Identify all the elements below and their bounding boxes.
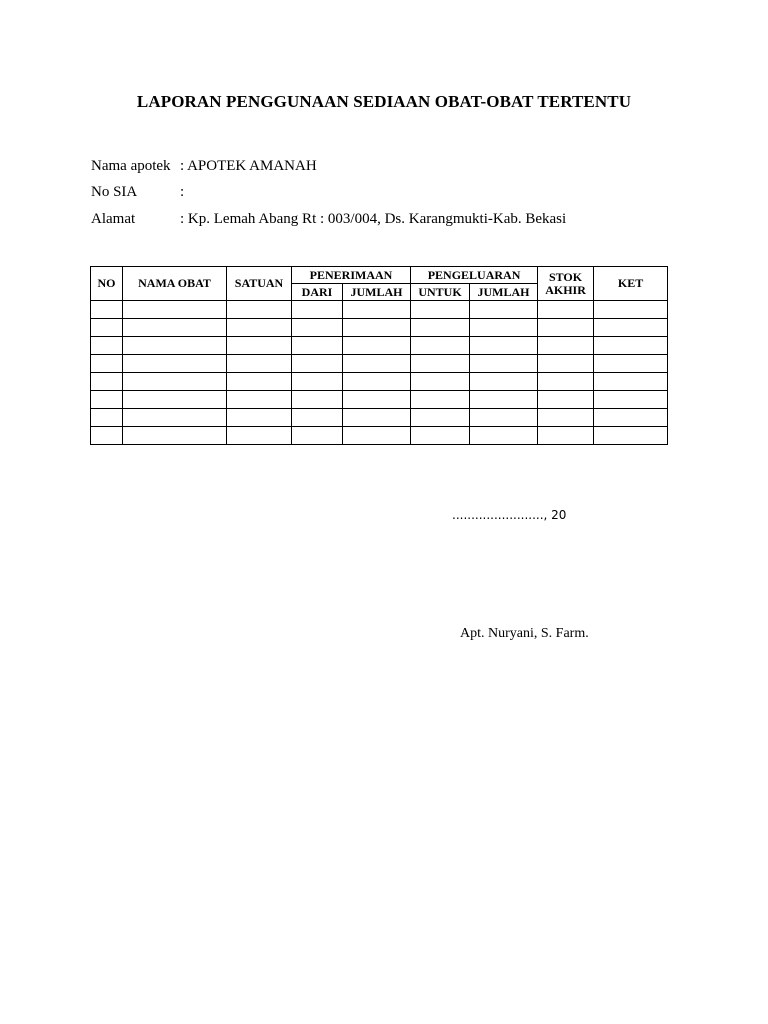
table-cell (411, 355, 470, 373)
table-cell (470, 391, 538, 409)
table-cell (292, 301, 343, 319)
alamat-label: Alamat (91, 211, 136, 227)
table-cell (470, 301, 538, 319)
table-cell (91, 391, 123, 409)
table-cell (538, 319, 594, 337)
table-cell (343, 391, 411, 409)
header-akhir-line: AKHIR (545, 282, 586, 297)
table-cell (123, 301, 227, 319)
alamat-value: : Kp. Lemah Abang Rt : 003/004, Ds. Karangmukti-Kab. Bekasi (180, 211, 567, 227)
header-satuan: SATUAN (227, 267, 292, 301)
table-cell (411, 427, 470, 445)
table-cell (343, 301, 411, 319)
table-cell (594, 391, 668, 409)
table-cell (411, 301, 470, 319)
signer-name: Apt. Nuryani, S. Farm. (460, 626, 589, 641)
table-cell (538, 301, 594, 319)
table-cell (594, 301, 668, 319)
header-ket: KET (594, 267, 668, 301)
header-no: NO (91, 267, 123, 301)
table-cell (227, 355, 292, 373)
header-jumlah-penerimaan: JUMLAH (343, 284, 411, 301)
table-cell (227, 409, 292, 427)
table-row (91, 301, 668, 319)
table-cell (91, 301, 123, 319)
header-nama-obat: NAMA OBAT (123, 267, 227, 301)
table-cell (538, 427, 594, 445)
report-table (90, 266, 668, 445)
nama-apotek-value: : APOTEK AMANAH (180, 158, 317, 174)
table-cell (470, 427, 538, 445)
table-cell (343, 319, 411, 337)
table-cell (594, 337, 668, 355)
table-cell (91, 373, 123, 391)
header-jumlah-pengeluaran: JUMLAH (470, 284, 538, 301)
table-cell (594, 427, 668, 445)
table-cell (594, 319, 668, 337)
table-cell (123, 337, 227, 355)
table-cell (123, 409, 227, 427)
table-cell (538, 337, 594, 355)
header-pengeluaran: PENGELUARAN (411, 267, 538, 284)
table-cell (411, 391, 470, 409)
table-cell (227, 373, 292, 391)
table-cell (470, 409, 538, 427)
info-alamat (91, 211, 566, 228)
table-cell (411, 373, 470, 391)
table-cell (123, 319, 227, 337)
info-no-sia (91, 184, 184, 201)
table-cell (227, 319, 292, 337)
table-row (91, 373, 668, 391)
table-row (91, 427, 668, 445)
report-table-body (91, 301, 668, 445)
table-cell (292, 409, 343, 427)
table-cell (292, 319, 343, 337)
table-cell (292, 373, 343, 391)
no-sia-value: : (180, 184, 185, 200)
header-stok-line: STOK (548, 269, 583, 284)
table-cell (470, 355, 538, 373)
table-cell (538, 409, 594, 427)
table-cell (470, 337, 538, 355)
table-cell (411, 319, 470, 337)
table-cell (292, 337, 343, 355)
table-cell (227, 337, 292, 355)
table-cell (227, 427, 292, 445)
table-cell (343, 409, 411, 427)
header-penerimaan: PENERIMAAN (292, 267, 411, 284)
table-cell (594, 373, 668, 391)
nama-apotek-label: Nama apotek (91, 158, 171, 174)
no-sia-label: No SIA (91, 184, 138, 200)
table-cell (343, 337, 411, 355)
header-stok-akhir (538, 267, 594, 301)
table-cell (470, 319, 538, 337)
table-cell (292, 427, 343, 445)
table-cell (227, 301, 292, 319)
table-cell (411, 337, 470, 355)
date-line: ........................, 20 (452, 508, 567, 522)
table-cell (538, 391, 594, 409)
table-cell (594, 355, 668, 373)
table-cell (123, 355, 227, 373)
table-cell (91, 337, 123, 355)
info-nama-apotek (91, 158, 317, 175)
table-cell (292, 391, 343, 409)
table-cell (343, 355, 411, 373)
table-row (91, 355, 668, 373)
table-cell (538, 373, 594, 391)
report-title: LAPORAN PENGGUNAAN SEDIAAN OBAT-OBAT TERTENTU (136, 92, 632, 111)
table-cell (227, 391, 292, 409)
table-row (91, 409, 668, 427)
table-cell (123, 373, 227, 391)
table-cell (91, 409, 123, 427)
table-cell (292, 355, 343, 373)
table-cell (123, 391, 227, 409)
table-cell (91, 427, 123, 445)
table-cell (343, 373, 411, 391)
table-cell (91, 355, 123, 373)
table-cell (470, 373, 538, 391)
table-row (91, 337, 668, 355)
table-row (91, 319, 668, 337)
table-cell (594, 409, 668, 427)
table-cell (538, 355, 594, 373)
table-cell (343, 427, 411, 445)
table-cell (91, 319, 123, 337)
header-dari: DARI (292, 284, 343, 301)
table-cell (123, 427, 227, 445)
table-row (91, 391, 668, 409)
table-cell (411, 409, 470, 427)
header-untuk: UNTUK (411, 284, 470, 301)
